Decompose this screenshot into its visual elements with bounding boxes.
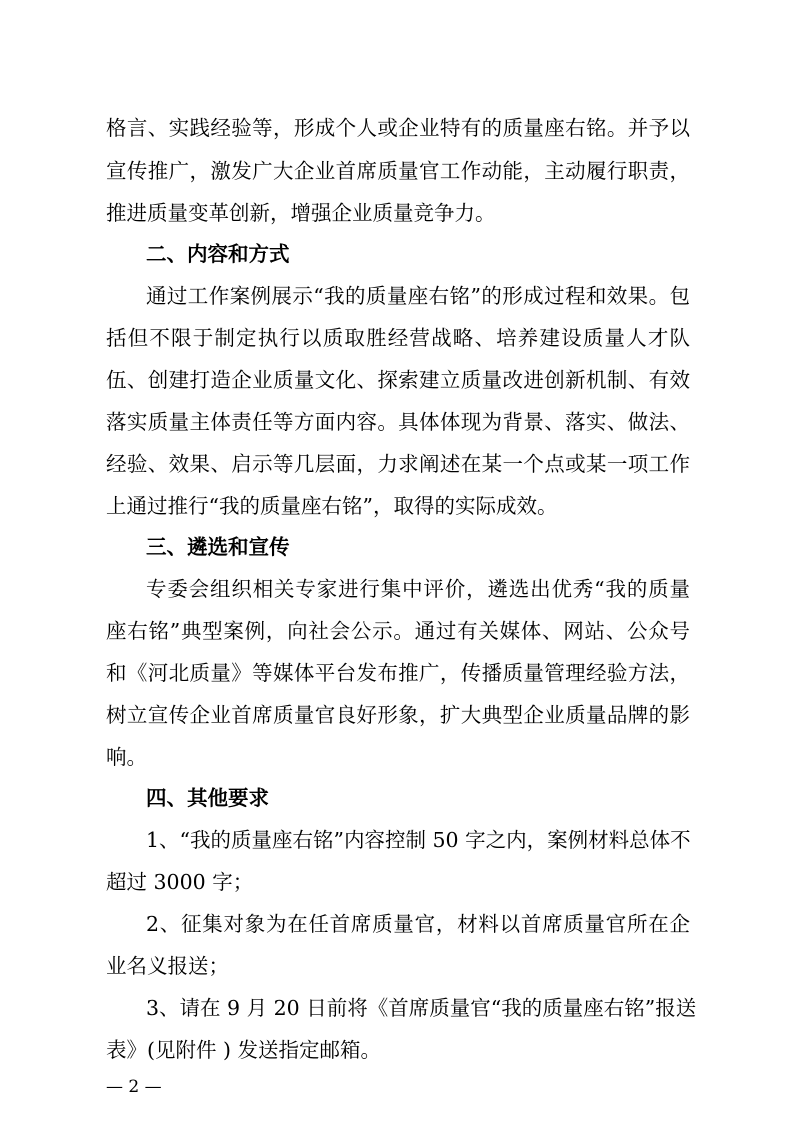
requirement-item-line: 2、征集对象为在任首席质量官，材料以首席质量官所在企: [146, 912, 690, 936]
paragraph-line: 格言、实践经验等，形成个人或企业特有的质量座右铭。并予以: [106, 116, 690, 140]
paragraph-line: 经验、效果、启示等几层面，力求阐述在某一个点或某一项工作: [106, 452, 690, 476]
paragraph-line: 上通过推行“我的质量座右铭”，取得的实际成效。: [106, 494, 558, 518]
requirement-item-line: 3、请在 9 月 20 日前将《首席质量官“我的质量座右铭”报送: [146, 996, 697, 1020]
paragraph-line: 树立宣传企业首席质量官良好形象，扩大典型企业质量品牌的影: [106, 703, 690, 727]
requirement-item-line: 超过 3000 字；: [106, 870, 254, 894]
paragraph-line: 通过工作案例展示“我的质量座右铭”的形成过程和效果。包: [146, 284, 690, 308]
requirement-item-line: 1、“我的质量座右铭”内容控制 50 字之内，案例材料总体不: [146, 828, 691, 852]
paragraph-line: 和《河北质量》等媒体平台发布推广，传播质量管理经验方法，: [106, 661, 690, 685]
section-heading-selection-and-publicity: 三、遴选和宣传: [146, 535, 290, 559]
paragraph-line: 座右铭”典型案例，向社会公示。通过有关媒体、网站、公众号: [106, 619, 690, 643]
paragraph-line: 宣传推广，激发广大企业首席质量官工作动能，主动履行职责，: [106, 159, 690, 183]
paragraph-line: 推进质量变革创新，增强企业质量竞争力。: [106, 201, 496, 225]
section-heading-other-requirements: 四、其他要求: [146, 786, 269, 810]
requirement-item-line: 表》(见附件 ) 发送指定邮箱。: [106, 1038, 382, 1062]
paragraph-line: 落实质量主体责任等方面内容。具体体现为背景、落实、做法、: [106, 410, 690, 434]
requirement-item-line: 业名义报送；: [106, 954, 229, 978]
paragraph-line: 响。: [106, 745, 147, 769]
page-number: — 2 —: [106, 1077, 162, 1097]
paragraph-line: 伍、创建打造企业质量文化、探索建立质量改进创新机制、有效: [106, 368, 690, 392]
section-heading-content-and-method: 二、内容和方式: [146, 242, 290, 266]
paragraph-line: 专委会组织相关专家进行集中评价，遴选出优秀“我的质量: [146, 577, 690, 601]
paragraph-line: 括但不限于制定执行以质取胜经营战略、培养建设质量人才队: [106, 326, 690, 350]
